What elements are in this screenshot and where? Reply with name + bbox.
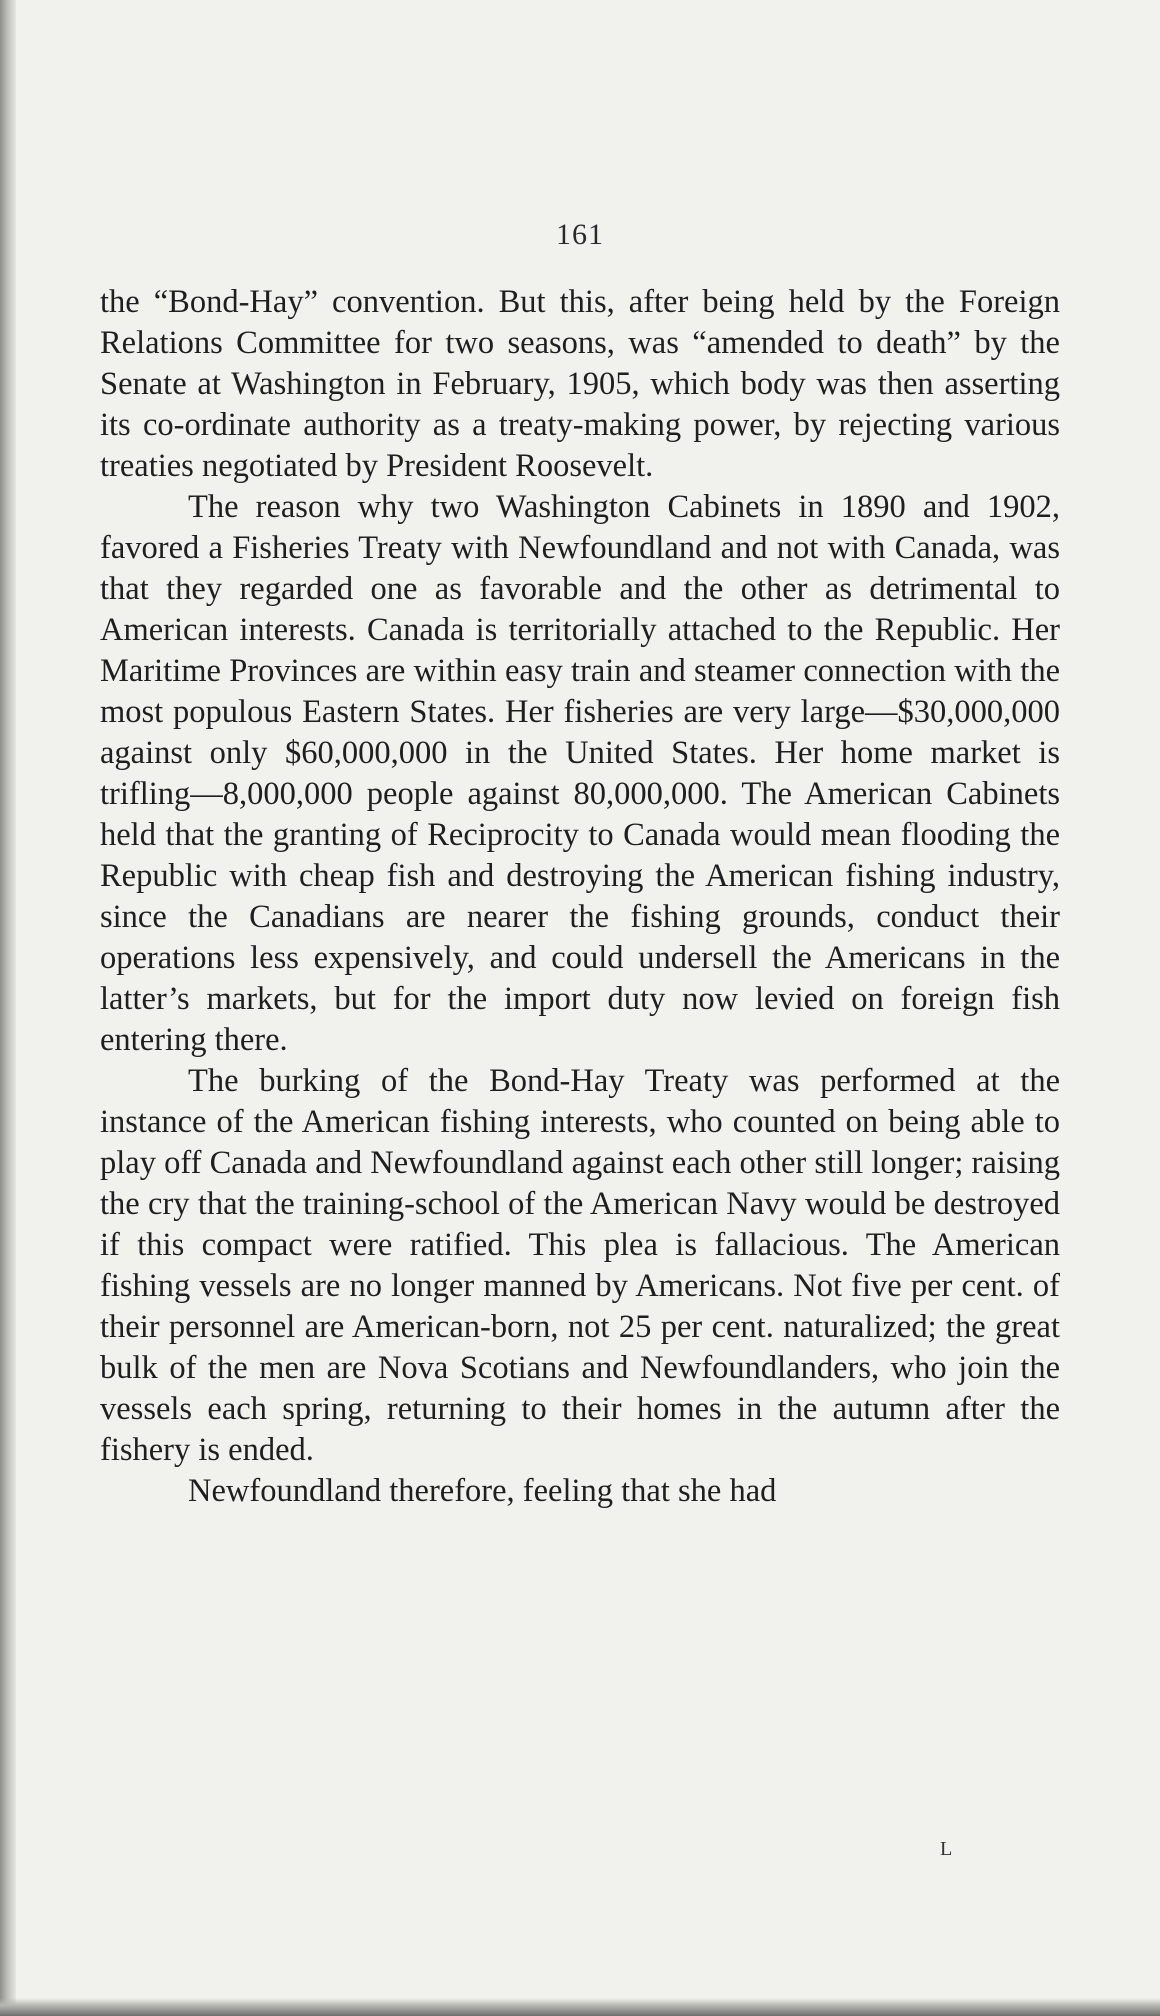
paragraph-1: the “Bond-Hay” convention. But this, after being held by the Foreign Relations Committee for two seasons, was “amended to death” by the Senate at Washington in February, 1905, which body was then asserting its co-ordinate authority as a treaty-making power, by rejecting various treaties negotiated by President Roosevelt. (100, 284, 1060, 484)
paragraph-3: The burking of the Bond-Hay Treaty was performed at the instance of the American fishing interests, who counted on being able to play off Canada and Newfoundland against each other still longer; raising the cry that the training-school of the American Navy would be destroyed if this compact were ratified. This plea is fallacious. The American fishing vessels are no longer manned by Americans. Not five per cent. of their personnel are American-born, not 25 per cent. naturalized; the great bulk of the men are Nova Scotians and Newfoundlanders, who join the vessels each spring, returning to their homes in the autumn after the fishery is ended. (100, 1063, 1060, 1468)
paragraph-2: The reason why two Washington Cabinets in 1890 and 1902, favored a Fisheries Treaty with Newfoundland and not with Canada, was that they regarded one as favorable and the other as detrimental to American interests. Canada is territorially attached to the Republic. Her Maritime Provinces are within easy train and steamer connection with the most populous Eastern States. Her fisheries are very large—$30,000,000 against only $60,000,000 in the United States. Her home market is trifling—8,000,000 people against 80,000,000. The American Cabinets held that the granting of Reciprocity to Canada would mean flooding the Republic with cheap fish and destroying the American fishing industry, since the Canadians are nearer the fishing grounds, conduct their operations less expensively, and could undersell the Americans in the latter’s markets, but for the import duty now levied on foreign fish entering there. (100, 489, 1060, 1058)
page-number: 161 (556, 218, 604, 251)
body-text (100, 282, 1060, 1512)
page-binding-edge (0, 0, 16, 2016)
paragraph-4: Newfoundland therefore, feeling that she had (188, 1473, 777, 1509)
page-bottom-edge (0, 1998, 1160, 2016)
signature-mark: L (940, 1838, 954, 1860)
